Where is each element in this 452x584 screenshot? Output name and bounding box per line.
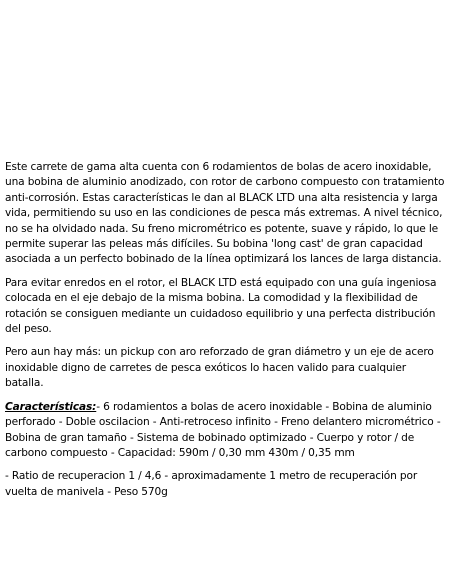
description-paragraph-intro: Este carrete de gama alta cuenta con 6 rodamientos de bolas de acero inoxidable, una bobina de aluminio anodizado, con rotor de carbono compuesto con tratamiento anti-corrosión. Estas características le dan al BLACK LTD una alta resistencia y larga vida, permitiendo su uso en las condiciones de pesca más extremas. A nivel técnico, no se ha olvidado nada. Su freno micrométrico es potente, suave y rápido, lo que le permite superar las peleas más difíciles. Su bobina 'long cast' de gran capacidad asociada a un perfecto bobinado de la línea optimizará los lances de larga distancia. — [5, 161, 445, 266]
features-title: Características: — [5, 400, 97, 413]
description-paragraph-pickup: Pero aun hay más: un pickup con aro reforzado de gran diámetro y un eje de acero inoxidable digno de carretes de pesca exóticos lo hacen valido para cualquier batalla. — [5, 346, 434, 390]
features-list: - 6 rodamientos a bolas de acero inoxidable - Bobina de aluminio perforado - Doble oscilacion - Anti-retroceso infinito - Freno delantero micrométrico - Bobina de gran tamaño - Sistema de bobinado optimizado - Cuerpo y rotor / de carbono compuesto - Capacidad: 590m / 0,30 mm 430m / 0,35 mm — [5, 400, 441, 459]
product-description — [5, 160, 445, 508]
specs-paragraph: - Ratio de recuperacion 1 / 4,6 - aproximadamente 1 metro de recuperación por vuelta de manivela - Peso 570g — [5, 470, 418, 498]
features-paragraph — [5, 400, 445, 462]
description-paragraph-rotor: Para evitar enredos en el rotor, el BLACK LTD está equipado con una guía ingeniosa colocada en el eje debajo de la misma bobina. La comodidad y la flexibilidad de rotación se consiguen mediante un cuidadoso equilibrio y una perfecta distribución del peso. — [5, 276, 437, 336]
